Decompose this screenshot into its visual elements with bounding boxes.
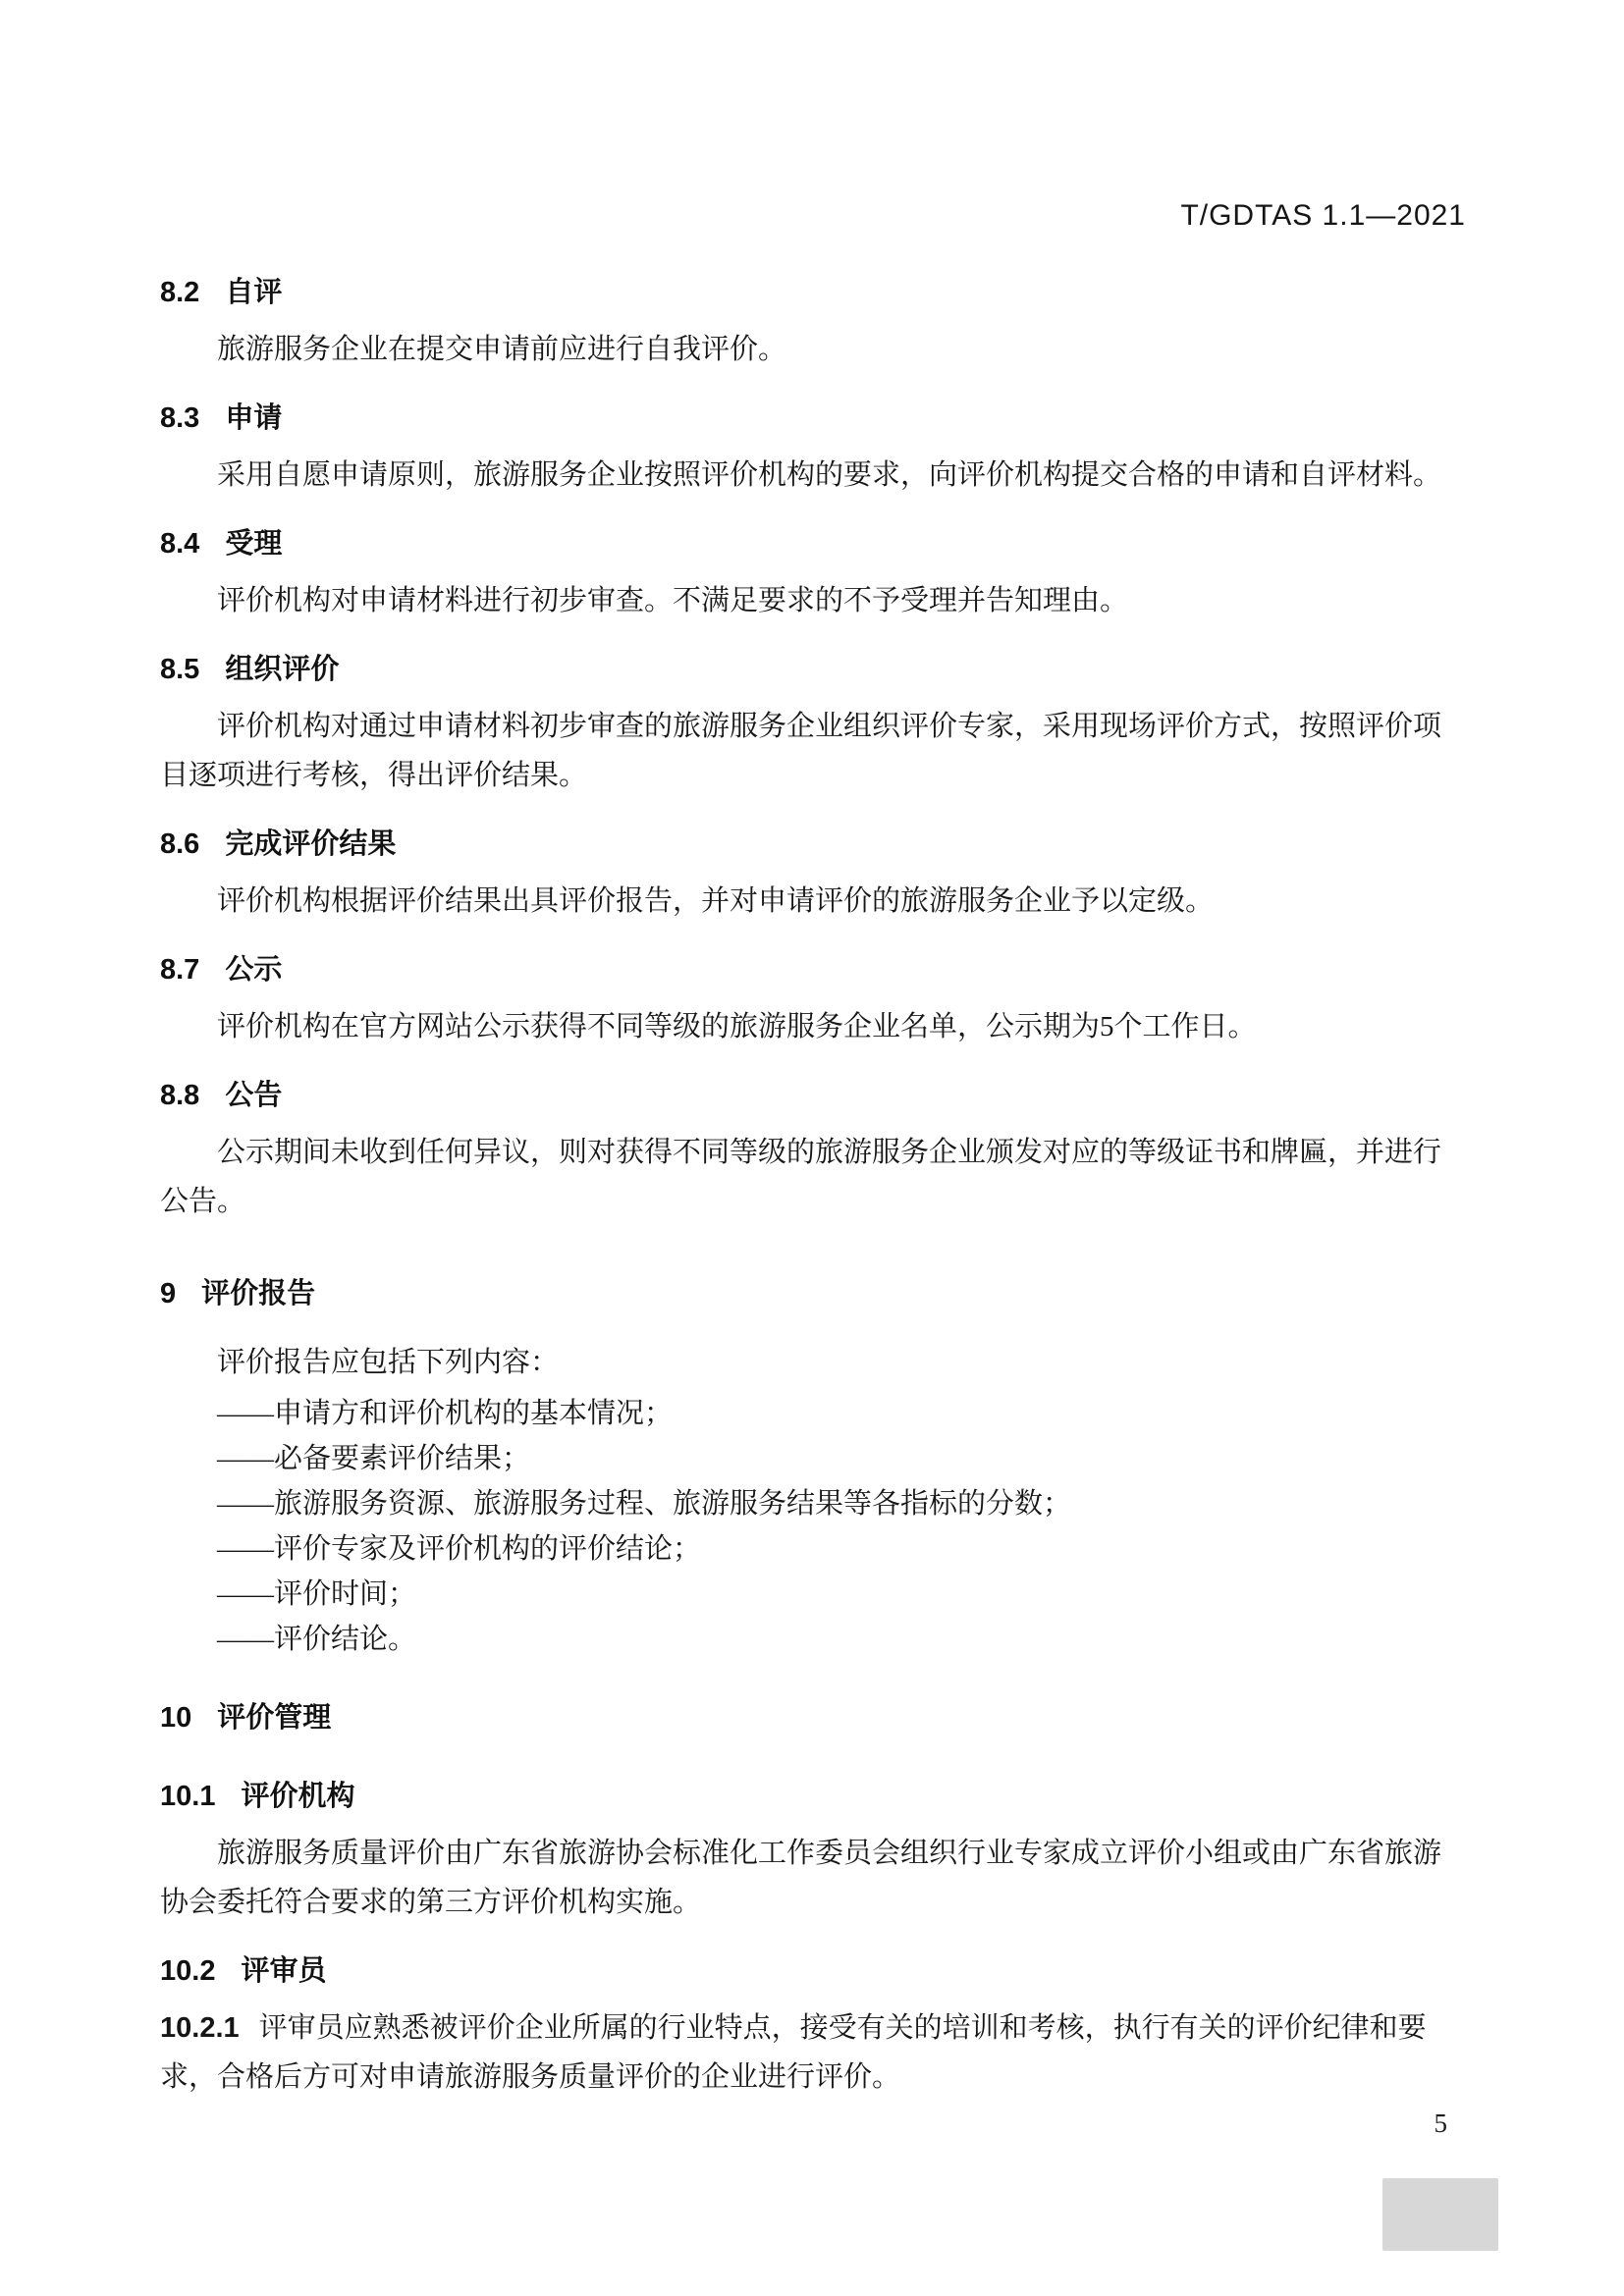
section-9-intro: 评价报告应包括下列内容： [217,1347,560,1378]
section-10-2-1-paragraph [160,2003,1446,2102]
section-9-heading [160,1277,1446,1310]
section-8-4-title: 受理 [225,528,283,560]
section-10-1-title: 评价机构 [241,1781,355,1812]
section-8-8-heading [160,1079,1446,1112]
section-8-2-title: 自评 [225,277,283,308]
section-10-1-number: 10.1 [160,1781,216,1812]
section-10-1-heading [160,1780,1446,1813]
section-8-6-number: 8.6 [160,828,200,860]
section-9-number: 9 [160,1278,177,1309]
doc-code: T/GDTAS 1.1—2021 [1180,199,1466,232]
section-10-title: 评价管理 [217,1702,332,1734]
section-8-4-paragraph: 评价机构对申请材料进行初步审查。不满足要求的不予受理并告知理由。 [217,585,1129,616]
section-8-8-title: 公告 [225,1080,283,1111]
section-8-6-heading [160,828,1446,861]
list-item: ——评价时间； [217,1578,417,1610]
section-8-8-number: 8.8 [160,1080,200,1111]
section-10-2-1-text: 评审员应熟悉被评价企业所属的行业特点，接受有关的培训和考核，执行有关的评价纪律和要求，合格后方可对申请旅游服务质量评价的企业进行评价。 [160,2012,1427,2093]
section-8-3-paragraph: 采用自愿申请原则，旅游服务企业按照评价机构的要求，向评价机构提交合格的申请和自评材料。 [217,459,1442,491]
list-item: ——旅游服务资源、旅游服务过程、旅游服务结果等各指标的分数； [217,1488,1072,1520]
section-8-7-title: 公示 [225,954,283,986]
section-8-7-heading [160,953,1446,987]
scan-artifact-box [1382,2178,1498,2251]
list-item: ——必备要素评价结果； [217,1443,531,1474]
section-8-3-number: 8.3 [160,402,200,434]
document-content [160,276,1446,2102]
section-8-3-heading [160,401,1446,435]
section-8-4-heading [160,527,1446,561]
section-10-1-paragraph: 旅游服务质量评价由广东省旅游协会标准化工作委员会组织行业专家成立评价小组或由广东省旅游协会委托符合要求的第三方评价机构实施。 [160,1838,1442,1918]
list-item: ——评价结论。 [217,1624,417,1655]
section-9-title: 评价报告 [201,1278,316,1309]
section-8-5-number: 8.5 [160,654,200,685]
list-item: ——申请方和评价机构的基本情况； [217,1398,674,1429]
report-content-list [160,1391,1446,1662]
section-10-2-title: 评审员 [241,1955,327,1987]
section-8-5-paragraph: 评价机构对通过申请材料初步审查的旅游服务企业组织评价专家，采用现场评价方式，按照评价项目逐项进行考核，得出评价结果。 [160,711,1442,791]
section-10-2-number: 10.2 [160,1955,216,1987]
section-8-7-paragraph: 评价机构在官方网站公示获得不同等级的旅游服务企业名单，公示期为5个工作日。 [217,1011,1257,1042]
section-8-5-title: 组织评价 [225,654,340,685]
section-10-heading [160,1701,1446,1735]
section-8-2-heading [160,276,1446,309]
section-8-7-number: 8.7 [160,954,200,986]
section-8-6-title: 完成评价结果 [225,828,397,860]
section-10-2-1-number: 10.2.1 [160,2012,240,2044]
list-item: ——评价专家及评价机构的评价结论； [217,1533,702,1565]
section-8-2-paragraph: 旅游服务企业在提交申请前应进行自我评价。 [217,334,787,365]
section-8-4-number: 8.4 [160,528,200,560]
section-8-3-title: 申请 [225,402,283,434]
page-number: 5 [1434,2109,1447,2138]
section-8-6-paragraph: 评价机构根据评价结果出具评价报告，并对申请评价的旅游服务企业予以定级。 [217,885,1215,917]
section-10-2-heading [160,1954,1446,1988]
section-8-8-paragraph: 公示期间未收到任何异议，则对获得不同等级的旅游服务企业颁发对应的等级证书和牌匾，并进行公告。 [160,1137,1442,1217]
section-8-5-heading [160,653,1446,686]
section-10-number: 10 [160,1702,192,1734]
section-8-2-number: 8.2 [160,277,200,308]
